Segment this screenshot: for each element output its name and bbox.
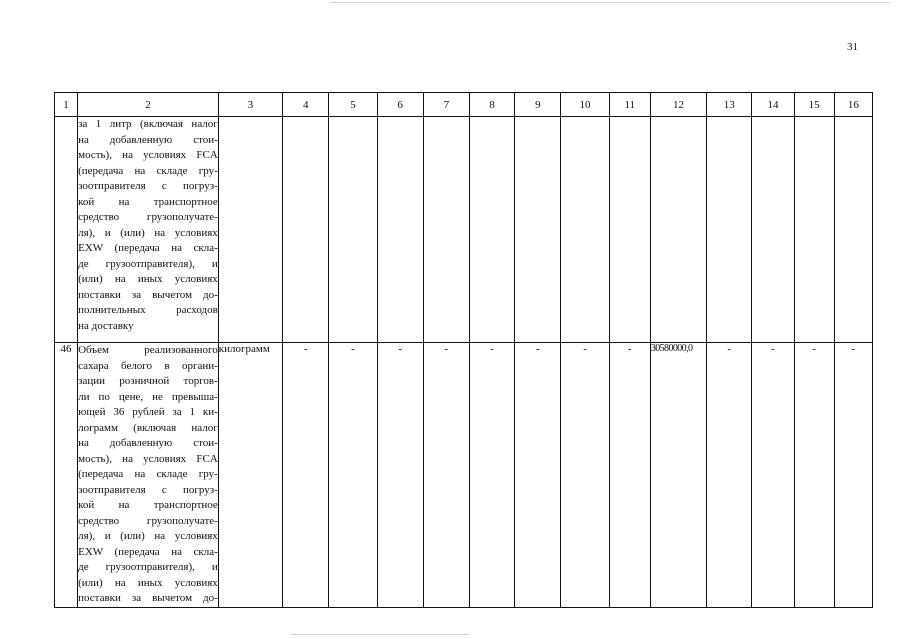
description-line: де грузоотправителя), и	[78, 257, 218, 270]
value-cell: -	[794, 343, 834, 608]
value-cell: -	[561, 343, 609, 608]
column-header: 4	[283, 93, 329, 117]
description-line: кой на транспортное	[78, 195, 218, 208]
description-line: ля), и (или) на условиях	[78, 530, 218, 542]
column-header: 11	[609, 93, 650, 117]
scan-edge-mark	[290, 634, 470, 635]
description-line: на добавленную стои-	[78, 437, 218, 449]
column-header: 7	[423, 93, 469, 117]
unit-cell	[218, 117, 282, 343]
value-cell	[329, 117, 377, 343]
header-row	[55, 93, 873, 117]
description-line: EXW (передача на скла-	[78, 242, 218, 254]
row-number-cell	[55, 117, 78, 343]
description-cell	[78, 343, 219, 608]
value-cell	[794, 117, 834, 343]
description-line: зации розничной торгов-	[78, 375, 218, 387]
description-line: полнительных расходов	[78, 304, 218, 316]
column-header: 16	[834, 93, 872, 117]
value-cell: -	[515, 343, 561, 608]
table-row	[55, 117, 873, 343]
value-cell	[470, 117, 515, 343]
description-line: (передача на складе гру-	[78, 468, 218, 480]
description-line: сахара белого в органи-	[78, 359, 218, 372]
column-header: 9	[515, 93, 561, 117]
description-line: средство грузополучате-	[78, 514, 218, 527]
description-line: ля), и (или) на условиях	[78, 226, 218, 239]
value-cell	[752, 117, 794, 343]
column-header: 3	[218, 93, 282, 117]
description-line: Объем реализованного	[78, 344, 218, 356]
column-header: 2	[78, 93, 219, 117]
value-cell	[650, 117, 706, 343]
value-cell: -	[752, 343, 794, 608]
column-header: 1	[55, 93, 78, 117]
description-line: зоотправителя с погруз-	[78, 483, 218, 496]
value-cell: -	[609, 343, 650, 608]
description-line: мость), на условиях FCA	[78, 149, 218, 161]
description-line: EXW (передача на скла-	[78, 545, 218, 558]
description-line: поставки за вычетом до-	[78, 288, 218, 301]
value-cell: -	[377, 343, 423, 608]
unit-cell: килограмм	[218, 343, 282, 608]
description-line: ющей 36 рублей за 1 ки-	[78, 406, 218, 418]
value-cell	[834, 117, 872, 343]
value-cell: -	[329, 343, 377, 608]
value-cell: -	[707, 343, 752, 608]
description-line: на добавленную стои-	[78, 133, 218, 146]
value-cell: 30580000,0	[650, 343, 706, 608]
description-line: де грузоотправителя), и	[78, 561, 218, 573]
page-number: 31	[847, 41, 858, 53]
column-header: 14	[752, 93, 794, 117]
description-line: мость), на условиях FCA	[78, 452, 218, 465]
column-header: 6	[377, 93, 423, 117]
description-line: средство грузополучате-	[78, 211, 218, 223]
value-cell	[609, 117, 650, 343]
value-cell	[283, 117, 329, 343]
scan-edge-mark	[330, 2, 890, 3]
value-cell: -	[423, 343, 469, 608]
value-cell	[707, 117, 752, 343]
value-cell: -	[283, 343, 329, 608]
value-cell: -	[470, 343, 515, 608]
column-header: 10	[561, 93, 609, 117]
description-line: кой на транспортное	[78, 499, 218, 511]
description-cell	[78, 117, 219, 343]
value-cell	[561, 117, 609, 343]
description-line: поставки за вычетом до-	[78, 592, 218, 604]
column-header: 8	[470, 93, 515, 117]
data-table	[54, 92, 873, 608]
value-cell: -	[834, 343, 872, 608]
column-header: 5	[329, 93, 377, 117]
value-cell	[377, 117, 423, 343]
row-number-cell: 46	[55, 343, 78, 608]
description-line: (или) на иных условиях	[78, 273, 218, 285]
column-header: 15	[794, 93, 834, 117]
description-line: (передача на складе гру-	[78, 164, 218, 177]
table-row	[55, 343, 873, 608]
description-line: зоотправителя с погруз-	[78, 180, 218, 192]
value-cell	[423, 117, 469, 343]
column-header: 13	[707, 93, 752, 117]
description-line: за 1 литр (включая налог	[78, 118, 218, 130]
value-cell	[515, 117, 561, 343]
column-header: 12	[650, 93, 706, 117]
description-line: лограмм (включая налог	[78, 421, 218, 434]
description-line: на доставку	[78, 319, 134, 332]
description-line: ли по цене, не превыша-	[78, 390, 218, 403]
description-line: (или) на иных условиях	[78, 576, 218, 589]
